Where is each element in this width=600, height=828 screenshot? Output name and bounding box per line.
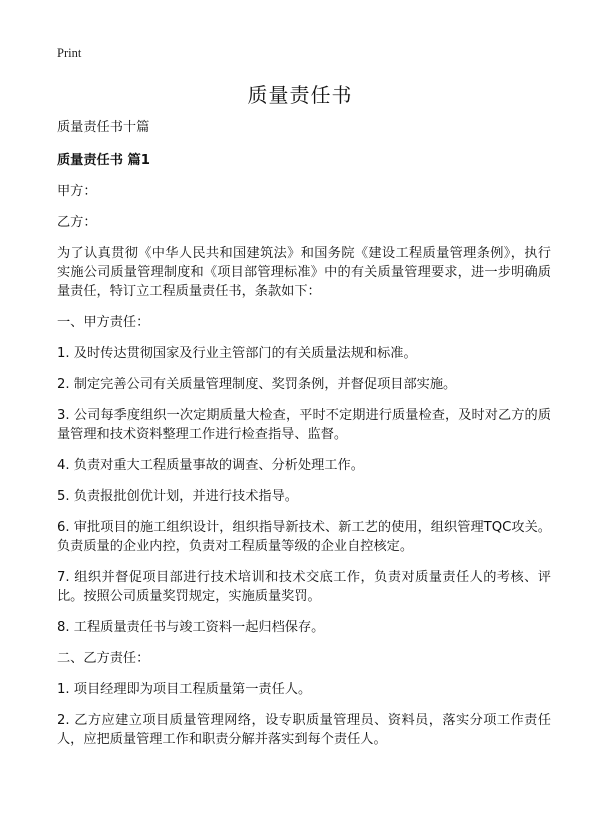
section-title: 质量责任书 篇1 [57,153,150,168]
document-subtitle: 质量责任书十篇 [57,120,150,135]
part-a-item-7: 7. 组织并督促项目部进行技术培训和技术交底工作，负责对质量责任人的考核、评比。按照公司质量奖罚规定，实施质量奖罚。 [57,570,551,604]
party-b-label: 乙方： [57,215,97,230]
page-title: 质量责任书 [247,83,353,107]
print-link[interactable]: Print [57,46,82,60]
part-b-heading: 二、乙方责任： [57,651,150,666]
part-b-item-2: 2. 乙方应建立项目质量管理网络，设专职质量管理员、资料员，落实分项工作责任人，应把质量管理工作和职责分解并落实到每个责任人。 [57,713,551,747]
part-a-item-5: 5. 负责报批创优计划，并进行技术指导。 [57,489,298,504]
part-a-item-3: 3. 公司每季度组织一次定期质量大检查，平时不定期进行质量检查，及时对乙方的质量管理和技术资料整理工作进行检查指导、监督。 [57,408,551,442]
part-a-item-6: 6. 审批项目的施工组织设计，组织指导新技术、新工艺的使用，组织管理TQC攻关。负责质量的企业内控，负责对工程质量等级的企业自控核定。 [57,520,551,554]
part-a-heading: 一、甲方责任： [57,315,150,330]
part-a-item-1: 1. 及时传达贯彻国家及行业主管部门的有关质量法规和标准。 [57,346,417,361]
part-a-item-8: 8. 工程质量责任书与竣工资料一起归档保存。 [57,620,325,635]
part-a-item-2: 2. 制定完善公司有关质量管理制度、奖罚条例，并督促项目部实施。 [57,377,457,392]
party-a-label: 甲方： [57,184,97,199]
part-b-item-1: 1. 项目经理即为项目工程质量第一责任人。 [57,682,312,697]
intro-paragraph: 为了认真贯彻《中华人民共和国建筑法》和国务院《建设工程质量管理条例》，执行实施公司质量管理制度和《项目部管理标准》中的有关质量管理要求，进一步明确质量责任，特订立工程质量责任书，条款如下： [57,246,551,299]
document-body [57,118,551,761]
part-a-item-4: 4. 负责对重大工程质量事故的调查、分析处理工作。 [57,458,364,473]
